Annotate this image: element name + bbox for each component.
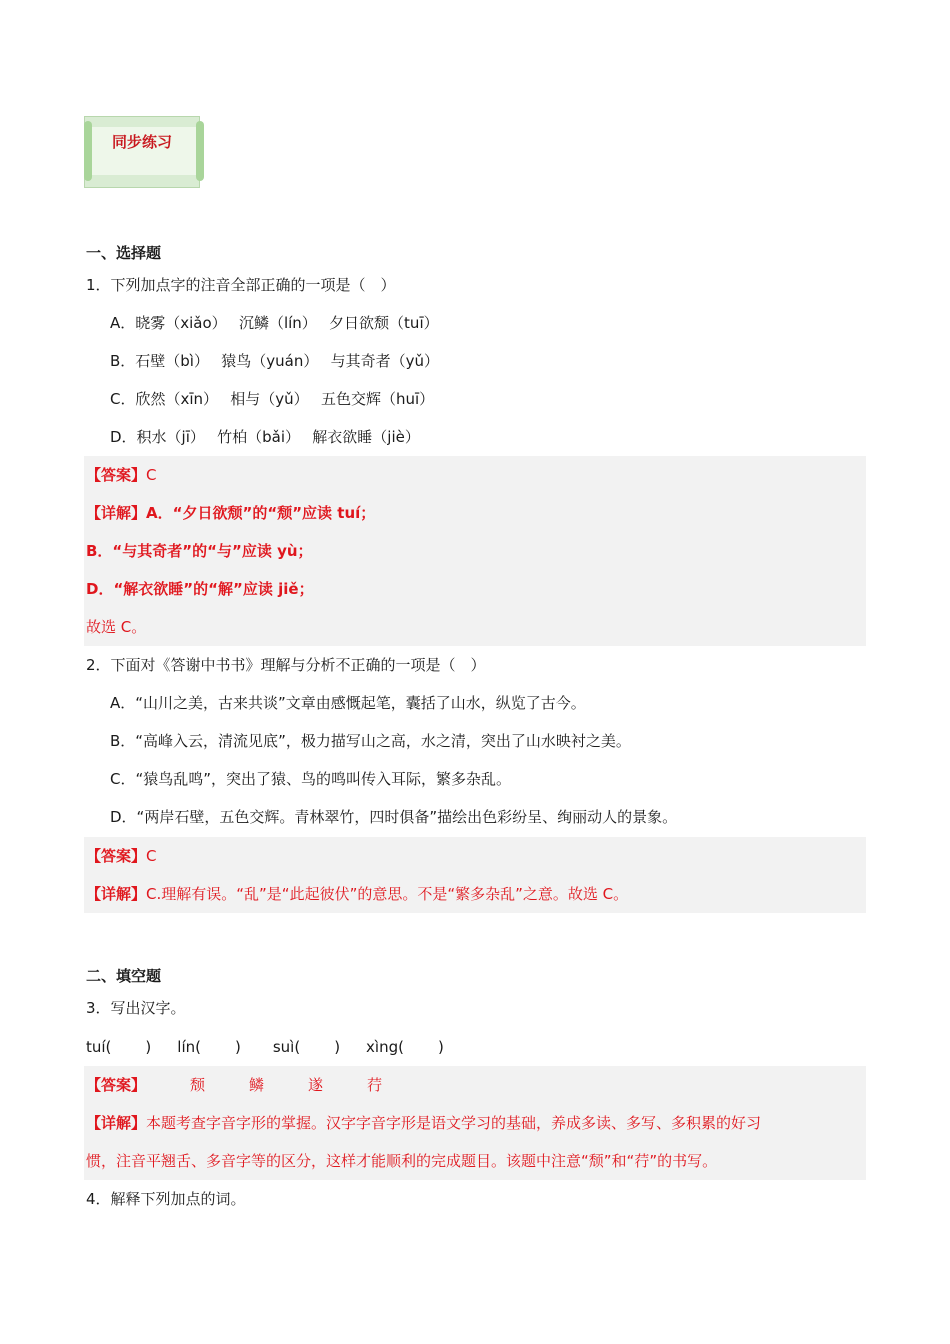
question-3-detail-continued: 惯，注音平翘舌、多音字等的区分，这样才能顺利的完成题目。该题中注意“颓”和“荇”的书写。: [86, 1152, 718, 1170]
answer-value: C: [146, 466, 157, 484]
question-1-detail-line-d: D．“解衣欲睡”的“解”应读 jiě；: [86, 580, 314, 598]
question-2-option-a: A．“山川之美，古来共谈”文章由感慨起笔，囊括了山水，纵览了古今。: [110, 694, 586, 712]
banner-label: 同步练习: [111, 133, 172, 151]
question-3-answer: [86, 1075, 382, 1095]
question-1-option-d: D．积水（jī） 竹柏（bǎi） 解衣欲睡（jiè）: [110, 428, 420, 446]
question-2-option-b: B．“高峰入云，清流见底”，极力描写山之高，水之清，突出了山水映衬之美。: [110, 732, 631, 750]
question-2-detail: [86, 884, 628, 904]
pinyin-item: suì(: [272, 1038, 301, 1056]
detail-text: 本题考查字音字形的掌握。汉字字音字形是语文学习的基础，养成多读、多写、多积累的好习: [146, 1114, 762, 1132]
question-3-detail: [86, 1113, 761, 1133]
detail-line: A．“夕日欲颓”的“颓”应读 tuí；: [146, 504, 376, 522]
pinyin-item: lín(: [177, 1038, 201, 1056]
detail-text: C.理解有误。“乱”是“此起彼伏”的意思。不是“繁多杂乱”之意。故选 C。: [146, 885, 629, 903]
question-2-option-c: C．“猿鸟乱鸣”，突出了猿、鸟的鸣叫传入耳际，繁多杂乱。: [110, 770, 512, 788]
section-title-fill: 二、填空题: [86, 967, 162, 985]
section-title-choice: 一、选择题: [86, 244, 162, 262]
answer-value: C: [146, 847, 157, 865]
blank-close: ): [234, 1038, 241, 1056]
answer-char: 荇: [367, 1076, 383, 1094]
answer-tag: 【答案】: [86, 466, 147, 484]
blank-close: ): [437, 1038, 444, 1056]
question-2-answer: [86, 846, 157, 866]
question-1-answer: [86, 465, 157, 485]
answer-char: 颓: [190, 1076, 206, 1094]
pinyin-item: xìng(: [366, 1038, 404, 1056]
question-1-detail-line-b: B．“与其奇者”的“与”应读 yù；: [86, 542, 313, 560]
question-1-detail: [86, 503, 375, 523]
question-3-pinyin-row: [86, 1037, 444, 1057]
question-4-stem: 4．解释下列加点的词。: [86, 1190, 246, 1208]
pinyin-item: tuí(: [86, 1038, 112, 1056]
answer-tag: 【答案】: [86, 847, 147, 865]
question-2-stem: 2．下面对《答谢中书书》理解与分析不正确的一项是（ ）: [86, 656, 486, 674]
answer-tag: 【答案】: [86, 1076, 147, 1094]
question-1-option-c: C．欣然（xīn） 相与（yǔ） 五色交辉（huī）: [110, 390, 435, 408]
detail-tag: 【详解】: [86, 504, 147, 522]
question-1-option-a: A．晓雾（xiǎo） 沉鳞（lín） 夕日欲颓（tuī）: [110, 314, 439, 332]
question-3-stem: 3．写出汉字。: [86, 999, 186, 1017]
question-1-detail-conclusion: 故选 C。: [86, 618, 147, 636]
detail-tag: 【详解】: [86, 1114, 147, 1132]
question-2-option-d: D．“两岸石壁，五色交辉。青林翠竹，四时俱备”描绘出色彩纷呈、绚丽动人的景象。: [110, 808, 678, 826]
question-1-option-b: B．石壁（bì） 猿鸟（yuán） 与其奇者（yǔ）: [110, 352, 439, 370]
question-1-stem: 1．下列加点字的注音全部正确的一项是（ ）: [86, 276, 396, 294]
answer-char: 鳞: [249, 1076, 265, 1094]
detail-tag: 【详解】: [86, 885, 147, 903]
answer-char: 遂: [308, 1076, 324, 1094]
blank-close: ): [334, 1038, 341, 1056]
blank-close: ): [145, 1038, 152, 1056]
section-banner: [84, 116, 200, 188]
